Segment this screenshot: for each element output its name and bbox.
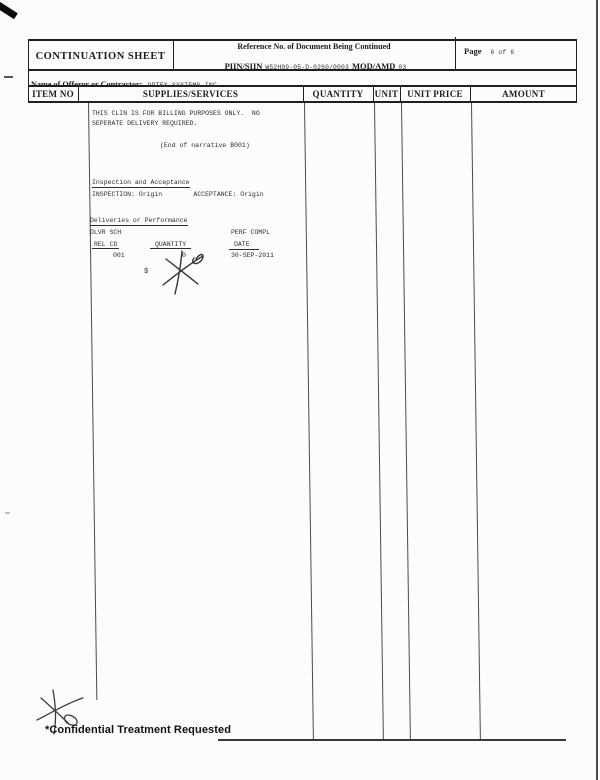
modamd-label: MOD/AMD [351,61,396,71]
scan-corner-artifact [0,0,18,19]
narrative-end-note: (End of narrative B001) [160,142,250,149]
column-header-item-no: ITEM NO [32,89,74,99]
quantity-value: 0 [182,252,186,259]
reference-label: Reference No. of Document Being Continued [237,42,391,51]
column-header-supplies: SUPPLIES/SERVICES [142,89,239,99]
grid-line-vertical [455,37,456,71]
offeror-value: OPTEX SYSTEMS INC. [147,82,222,89]
handwritten-crossout-mark [160,247,206,297]
rel-cd-label [92,241,119,249]
currency-symbol: $ [144,268,149,276]
dlvr-sch-label: DLVR SCH [90,229,122,236]
rel-cd-label-text: REL CD [94,241,118,248]
perf-compl-label: PERF COMPL [231,229,271,236]
column-header-quantity: QUANTITY [312,89,364,99]
footer-underline [218,739,566,741]
deliveries-heading-text: Deliveries or Performance [90,217,188,224]
inspection-heading [92,179,190,187]
column-header-unit-price: UNIT PRICE [407,89,463,99]
narrative-line: SEPERATE DELIVERY REQUIRED. [92,120,198,127]
offeror-label: Name of Offeror or Contractor: [31,80,143,89]
rel-cd-value: 001 [113,252,125,259]
column-header-amount: AMOUNT [502,89,545,99]
page-indicator [464,41,514,59]
form-title: CONTINUATION SHEET [35,51,166,62]
piin-label: PIIN/SIIN [224,61,263,71]
date-label-text: DATE [229,241,259,250]
quantity-label-text: QUANTITY [150,241,191,249]
date-value: 30-SEP-2011 [231,252,274,259]
page-label: Page [464,46,482,56]
page-value: 6 of 6 [490,49,515,56]
piin-value: W52H09-05-D-0260/0003 [265,64,349,71]
grid-line-vertical [471,103,481,740]
column-header-unit: UNIT [374,89,399,99]
deliveries-heading [90,217,188,225]
grid-line-vertical [374,103,384,740]
grid-line-vertical [304,103,314,740]
grid-line-vertical [401,103,411,740]
reference-number-row [173,56,455,74]
inspection-line: INSPECTION: Origin ACCEPTANCE: Origin [92,191,264,198]
margin-tick-mark [4,76,13,78]
inspection-heading-text: Inspection and Acceptance [92,179,190,186]
date-label [229,241,259,249]
narrative-line: THIS CLIN IS FOR BILLING PURPOSES ONLY. NO [92,110,260,117]
modamd-value: 03 [398,64,407,71]
confidential-note: *Confidential Treatment Requested [45,724,232,736]
table-column-lines [0,103,600,740]
